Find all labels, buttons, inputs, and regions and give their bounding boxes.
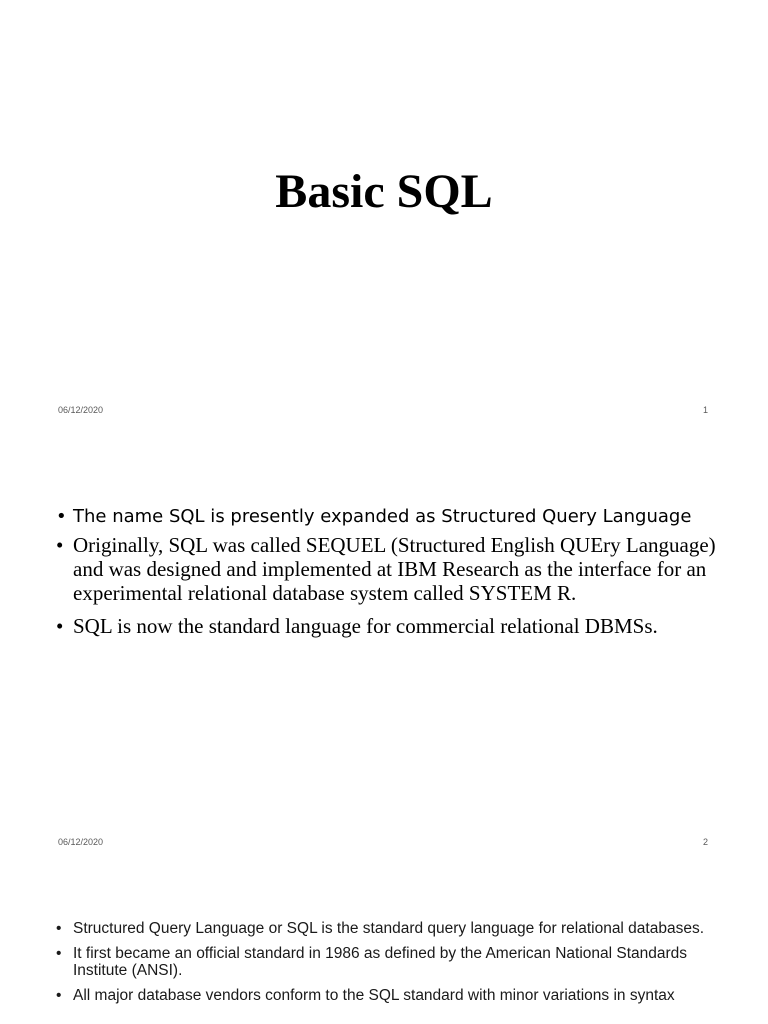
list-item bbox=[55, 505, 718, 529]
slide-date: 06/12/2020 bbox=[58, 837, 104, 847]
list-item bbox=[55, 920, 718, 937]
bullet-text: Originally, SQL was called SEQUEL (Structured English QUEry Language) and was designed and implemented at IBM Research as the interface for an experimental relational database system called SYSTEM R. bbox=[73, 533, 716, 605]
bullet-marker: • bbox=[56, 945, 62, 962]
slide-number: 2 bbox=[702, 837, 708, 847]
list-item bbox=[55, 533, 718, 605]
slide-date: 06/12/2020 bbox=[58, 405, 104, 415]
bullet-text: Structured Query Language or SQL is the standard query language for relational databases. bbox=[73, 920, 705, 937]
slide-number: 1 bbox=[702, 405, 708, 415]
list-item bbox=[55, 614, 718, 638]
slide-3 bbox=[0, 864, 768, 1024]
bullet-text: All major database vendors conform to the SQL standard with minor variations in syntax bbox=[73, 987, 675, 1004]
bullet-text: The name SQL is presently expanded as Structured Query Language bbox=[73, 506, 692, 527]
list-item bbox=[55, 945, 718, 979]
slide-title: Basic SQL bbox=[275, 165, 493, 218]
bullet-text: It first became an official standard in 1986 as defined by the American National Standards Institute (ANSI). bbox=[73, 945, 688, 979]
slide-2 bbox=[0, 432, 768, 864]
slide-1 bbox=[0, 0, 768, 432]
bullet-text: SQL is now the standard language for commercial relational DBMSs. bbox=[73, 614, 658, 638]
bullet-list bbox=[55, 920, 718, 1012]
bullet-marker: • bbox=[56, 506, 67, 527]
bullet-marker: • bbox=[56, 987, 62, 1004]
bullet-marker: • bbox=[56, 533, 64, 557]
bullet-list bbox=[55, 505, 718, 647]
bullet-marker: • bbox=[56, 920, 62, 937]
list-item bbox=[55, 987, 718, 1004]
bullet-marker: • bbox=[56, 614, 64, 638]
